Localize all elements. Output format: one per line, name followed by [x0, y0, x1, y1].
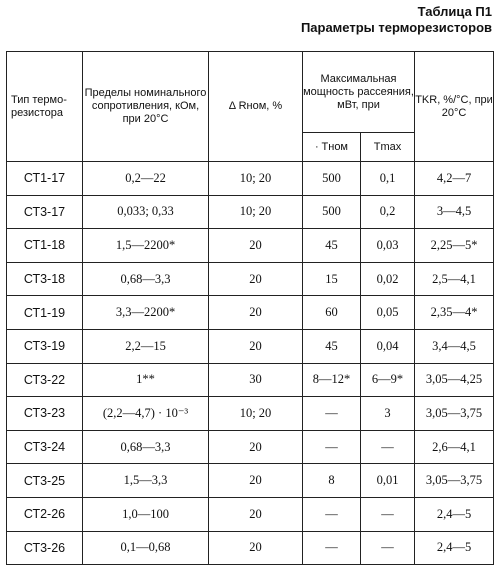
cell-type: СТ1-19	[7, 296, 83, 330]
table-row	[7, 531, 494, 565]
cell-resistance-range: 1,5—2200*	[83, 229, 209, 263]
cell-type: СТ3-17	[7, 195, 83, 229]
cell-type: СТ1-18	[7, 229, 83, 263]
table-caption	[301, 4, 492, 36]
cell-tnom: —	[303, 531, 361, 565]
cell-tolerance: 10; 20	[209, 162, 303, 196]
cell-tkr: 3,05—3,75	[415, 397, 494, 431]
table-row	[7, 430, 494, 464]
cell-tkr: 2,4—5	[415, 497, 494, 531]
table-row	[7, 497, 494, 531]
header-tkr: TKR, %/°C, при 20°C	[415, 52, 494, 162]
cell-tmax: 0,05	[361, 296, 415, 330]
cell-tmax: 6—9*	[361, 363, 415, 397]
cell-resistance-range: 1,5—3,3	[83, 464, 209, 498]
cell-tolerance: 20	[209, 464, 303, 498]
header-tolerance: Δ Rном, %	[209, 52, 303, 162]
cell-type: СТ3-23	[7, 397, 83, 431]
header-max-power: Максимальная мощность рассеяния, мВт, при	[303, 52, 415, 133]
cell-tmax: 0,01	[361, 464, 415, 498]
cell-tolerance: 20	[209, 329, 303, 363]
header-resistance-range: Пределы номинального сопротивления, кОм, при 20°C	[83, 52, 209, 162]
cell-tnom: 60	[303, 296, 361, 330]
cell-tmax: —	[361, 531, 415, 565]
header-tmax: Tmax	[361, 133, 415, 162]
cell-tnom: 500	[303, 195, 361, 229]
cell-tkr: 3,4—4,5	[415, 329, 494, 363]
cell-type: СТ1-17	[7, 162, 83, 196]
cell-tkr: 2,5—4,1	[415, 262, 494, 296]
cell-type: СТ3-22	[7, 363, 83, 397]
cell-resistance-range: 0,033; 0,33	[83, 195, 209, 229]
cell-tnom: 15	[303, 262, 361, 296]
cell-tolerance: 20	[209, 430, 303, 464]
cell-tkr: 3,05—3,75	[415, 464, 494, 498]
cell-resistance-range: (2,2—4,7) · 10⁻³	[83, 397, 209, 431]
table-row	[7, 464, 494, 498]
table-row	[7, 329, 494, 363]
cell-tmax: 0,1	[361, 162, 415, 196]
cell-tkr: 2,25—5*	[415, 229, 494, 263]
cell-tnom: 500	[303, 162, 361, 196]
table-row	[7, 296, 494, 330]
cell-tkr: 2,4—5	[415, 531, 494, 565]
cell-tnom: 45	[303, 229, 361, 263]
cell-resistance-range: 1**	[83, 363, 209, 397]
cell-tmax: 0,04	[361, 329, 415, 363]
table-number: Таблица П1	[417, 4, 492, 19]
table-row	[7, 162, 494, 196]
table-row	[7, 262, 494, 296]
cell-tolerance: 20	[209, 262, 303, 296]
cell-resistance-range: 0,2—22	[83, 162, 209, 196]
table-body	[7, 162, 494, 565]
cell-resistance-range: 3,3—2200*	[83, 296, 209, 330]
cell-resistance-range: 0,68—3,3	[83, 262, 209, 296]
cell-tnom: —	[303, 497, 361, 531]
cell-tolerance: 10; 20	[209, 195, 303, 229]
cell-tolerance: 20	[209, 497, 303, 531]
cell-tnom: 45	[303, 329, 361, 363]
cell-type: СТ3-24	[7, 430, 83, 464]
cell-tkr: 3—4,5	[415, 195, 494, 229]
cell-type: СТ3-19	[7, 329, 83, 363]
cell-type: СТ2-26	[7, 497, 83, 531]
header-tnom: · Tном	[303, 133, 361, 162]
cell-tmax: 0,02	[361, 262, 415, 296]
cell-tnom: —	[303, 430, 361, 464]
cell-tkr: 2,6—4,1	[415, 430, 494, 464]
cell-type: СТ3-25	[7, 464, 83, 498]
cell-tolerance: 20	[209, 229, 303, 263]
cell-tkr: 4,2—7	[415, 162, 494, 196]
cell-tmax: —	[361, 497, 415, 531]
cell-tnom: —	[303, 397, 361, 431]
cell-tolerance: 20	[209, 296, 303, 330]
cell-tkr: 3,05—4,25	[415, 363, 494, 397]
cell-tkr: 2,35—4*	[415, 296, 494, 330]
table-row	[7, 195, 494, 229]
table-row	[7, 363, 494, 397]
cell-tmax: 3	[361, 397, 415, 431]
cell-tmax: —	[361, 430, 415, 464]
cell-tnom: 8—12*	[303, 363, 361, 397]
cell-tolerance: 30	[209, 363, 303, 397]
cell-tolerance: 20	[209, 531, 303, 565]
thermistor-parameters-table	[6, 51, 494, 565]
cell-tolerance: 10; 20	[209, 397, 303, 431]
table-row	[7, 229, 494, 263]
cell-resistance-range: 2,2—15	[83, 329, 209, 363]
header-type: Тип терморезистора	[7, 52, 83, 162]
table-title: Параметры терморезисторов	[300, 20, 492, 35]
cell-tmax: 0,03	[361, 229, 415, 263]
cell-resistance-range: 0,68—3,3	[83, 430, 209, 464]
cell-resistance-range: 1,0—100	[83, 497, 209, 531]
cell-type: СТ3-18	[7, 262, 83, 296]
cell-tmax: 0,2	[361, 195, 415, 229]
cell-type: СТ3-26	[7, 531, 83, 565]
cell-tnom: 8	[303, 464, 361, 498]
table-row	[7, 397, 494, 431]
cell-resistance-range: 0,1—0,68	[83, 531, 209, 565]
